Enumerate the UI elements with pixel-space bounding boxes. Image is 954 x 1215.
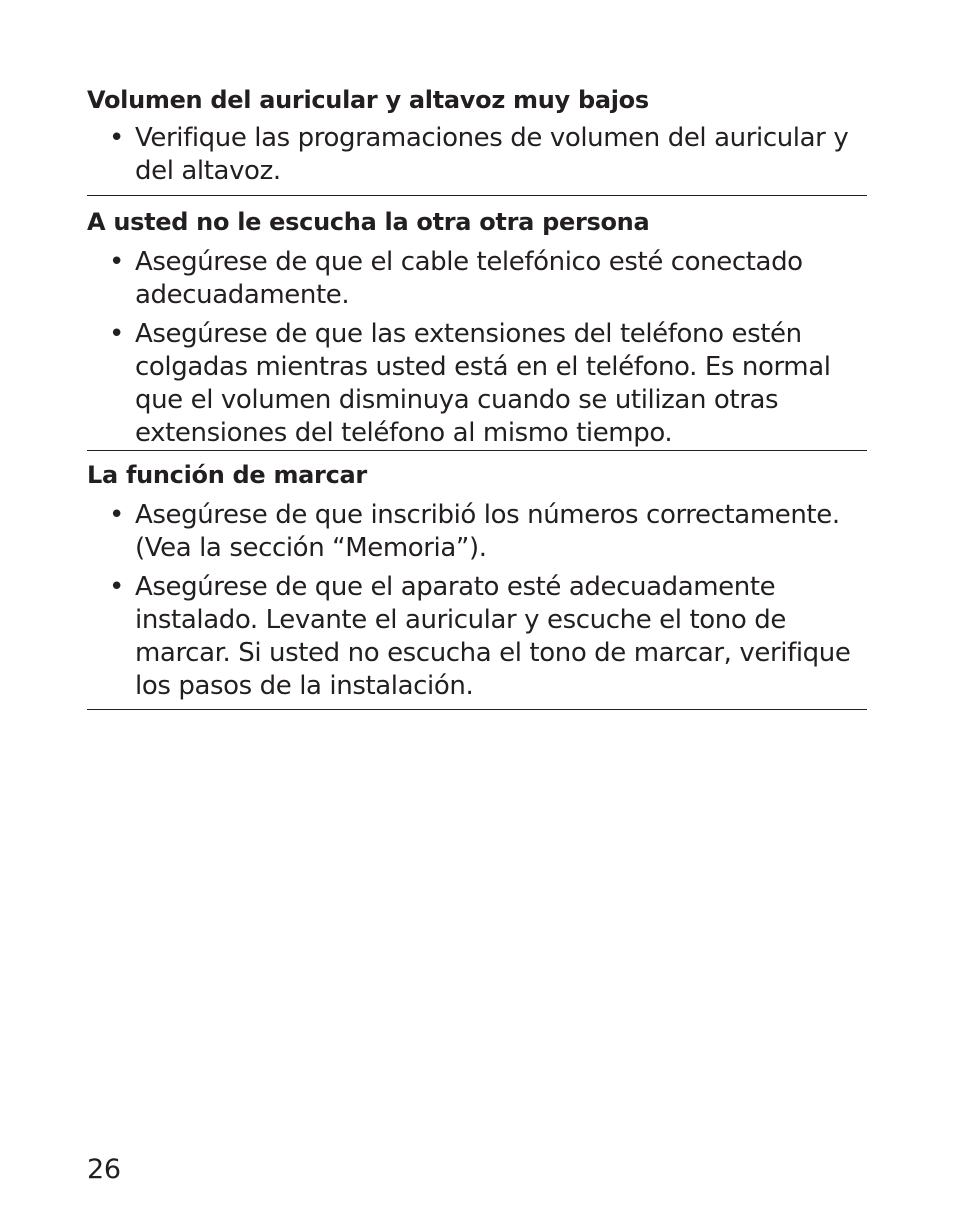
bullet-text: Asegúrese de que inscribió los números correctamente. (Vea la sección “Memoria”). xyxy=(135,500,840,563)
page-number: 26 xyxy=(87,1154,121,1185)
section-divider xyxy=(87,450,867,451)
section-low-volume xyxy=(87,84,867,188)
bullet-text: Asegúrese de que las extensiones del teléfono estén colgadas mientras usted está en el teléfono. Es normal que el volumen disminuya cuando se utilizan otras extensiones del teléfono al mismo tiempo. xyxy=(135,319,831,448)
section-divider xyxy=(87,195,867,196)
section-dialing xyxy=(87,459,867,703)
list-item xyxy=(87,499,867,565)
bullet-symbol: • xyxy=(109,319,124,349)
list-item xyxy=(87,246,867,312)
bullet-list xyxy=(87,122,867,188)
bullet-symbol: • xyxy=(109,123,124,153)
bullet-text: Asegúrese de que el cable telefónico esté conectado adecuadamente. xyxy=(135,247,803,310)
bullet-symbol: • xyxy=(109,572,124,602)
bullet-list xyxy=(87,499,867,703)
bullet-text: Verifique las programaciones de volumen del auricular y del altavoz. xyxy=(135,123,849,186)
section-title: La función de marcar xyxy=(87,461,367,489)
section-not-heard xyxy=(87,206,867,450)
bullet-symbol: • xyxy=(109,500,124,530)
bullet-list xyxy=(87,246,867,450)
troubleshooting-content xyxy=(87,84,867,710)
section-divider xyxy=(87,709,867,710)
bullet-text: Asegúrese de que el aparato esté adecuadamente instalado. Levante el auricular y escuche el tono de marcar. Si usted no escucha el tono de marcar, verifique los pasos de la instalación. xyxy=(135,572,851,701)
list-item xyxy=(87,571,867,703)
section-title: A usted no le escucha la otra otra persona xyxy=(87,208,650,236)
bullet-symbol: • xyxy=(109,247,124,277)
section-title: Volumen del auricular y altavoz muy bajos xyxy=(87,86,649,114)
list-item xyxy=(87,318,867,450)
list-item xyxy=(87,122,867,188)
